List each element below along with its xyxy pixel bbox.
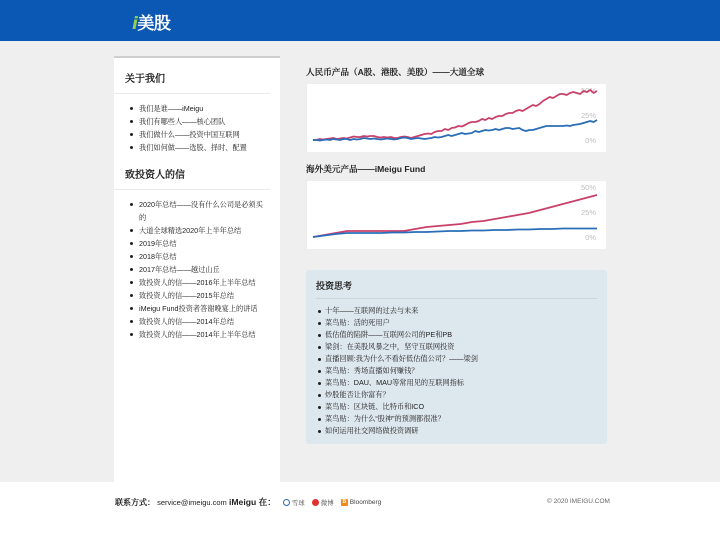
top-header bbox=[0, 0, 720, 41]
bloomberg-label: Bloomberg bbox=[349, 498, 382, 506]
main-content bbox=[306, 56, 608, 250]
xueqiu-icon bbox=[283, 499, 290, 506]
social-links bbox=[229, 496, 381, 508]
letter-link[interactable]: 致投资人的信——2016年上半年总结 bbox=[130, 276, 268, 289]
thoughts-list bbox=[316, 305, 597, 437]
copyright: © 2020 IMEIGU.COM bbox=[547, 498, 610, 505]
contact-info bbox=[115, 497, 227, 508]
about-link[interactable]: 我们做什么——投资中国互联网 bbox=[130, 128, 268, 141]
thought-link[interactable]: 如何运用社交网络做投资调研 bbox=[318, 425, 597, 437]
footer bbox=[0, 482, 720, 540]
bloomberg-link[interactable] bbox=[341, 499, 381, 506]
thought-link[interactable]: 炒股能否让你富有？ bbox=[318, 389, 597, 401]
y-tick-label: 25% bbox=[580, 208, 596, 217]
letter-link[interactable]: 2020年总结——没有什么公司是必须买的 bbox=[130, 198, 268, 224]
y-tick-label: 50% bbox=[580, 183, 596, 192]
logo-text: 美股 bbox=[137, 14, 171, 34]
xueqiu-label: 雪球 bbox=[291, 499, 305, 507]
thought-link[interactable]: 菜鸟贴：区块链、比特币和ICO bbox=[318, 401, 597, 413]
letters-title: 致投资人的信 bbox=[114, 158, 270, 190]
xueqiu-link[interactable] bbox=[283, 498, 305, 507]
about-list bbox=[114, 94, 280, 158]
letters-list bbox=[114, 190, 280, 345]
y-tick-label: 50% bbox=[580, 86, 596, 95]
series-line-1 bbox=[313, 90, 597, 140]
thought-link[interactable]: 低估值的陷阱——互联网公司的PE和PB bbox=[318, 329, 597, 341]
bloomberg-icon: B bbox=[342, 498, 347, 505]
letter-link[interactable]: 致投资人的信——2014年总结 bbox=[130, 315, 268, 328]
usd-chart-svg bbox=[307, 181, 608, 251]
y-tick-label: 0% bbox=[585, 233, 596, 242]
thought-link[interactable]: 梁剑：在美股风暴之中，坚守互联网投资 bbox=[318, 341, 597, 353]
imeigu-logo[interactable] bbox=[132, 9, 170, 34]
letter-link[interactable]: 大道全球精选2020年上半年总结 bbox=[130, 224, 268, 237]
weibo-link[interactable] bbox=[312, 498, 334, 507]
about-title: 关于我们 bbox=[114, 58, 270, 94]
y-tick-label: 25% bbox=[580, 111, 596, 120]
rmb-performance-chart bbox=[306, 83, 607, 153]
letter-link[interactable]: 致投资人的信——2014年上半年总结 bbox=[130, 328, 268, 341]
weibo-icon bbox=[312, 499, 319, 506]
thought-link[interactable]: 菜鸟贴：为什么“股神”的预测都很准？ bbox=[318, 413, 597, 425]
rmb-chart-svg bbox=[307, 84, 608, 154]
about-link[interactable]: 我们有哪些人——核心团队 bbox=[130, 115, 268, 128]
about-link[interactable]: 我们如何做——选股、择时、配置 bbox=[130, 141, 268, 154]
usd-performance-chart bbox=[306, 180, 607, 250]
thought-link[interactable]: 菜鸟贴：DAU、MAU等常用见的互联网指标 bbox=[318, 377, 597, 389]
thought-link[interactable]: 菜鸟贴：秀场直播如何赚钱？ bbox=[318, 365, 597, 377]
thought-link[interactable]: 十年——互联网的过去与未来 bbox=[318, 305, 597, 317]
weibo-label: 微博 bbox=[320, 499, 334, 507]
letter-link[interactable]: iMeigu Fund投资者答谢晚宴上的讲话 bbox=[130, 302, 268, 315]
series-line-2 bbox=[313, 229, 597, 238]
sidebar bbox=[114, 56, 280, 482]
thought-link[interactable]: 直播回顾:我为什么不看好低估值公司？——梁剑 bbox=[318, 353, 597, 365]
thoughts-title: 投资思考 bbox=[316, 279, 597, 299]
logo-i: i bbox=[132, 14, 138, 34]
letter-link[interactable]: 2019年总结 bbox=[130, 237, 268, 250]
social-label: iMeigu 在： bbox=[229, 497, 276, 507]
investment-thoughts-panel bbox=[306, 270, 607, 444]
y-tick-label: 0% bbox=[585, 136, 596, 145]
letter-link[interactable]: 2018年总结 bbox=[130, 250, 268, 263]
contact-email[interactable]: service@imeigu.com bbox=[157, 498, 227, 507]
contact-label: 联系方式： bbox=[115, 498, 155, 507]
rmb-product-title[interactable]: 人民币产品（A股、港股、美股）——大道全球 bbox=[306, 67, 485, 77]
letter-link[interactable]: 致投资人的信——2015年总结 bbox=[130, 289, 268, 302]
letter-link[interactable]: 2017年总结——越过山丘 bbox=[130, 263, 268, 276]
usd-product-title[interactable]: 海外美元产品——iMeigu Fund bbox=[306, 164, 426, 174]
thought-link[interactable]: 菜鸟贴：活的死用户 bbox=[318, 317, 597, 329]
about-link[interactable]: 我们是谁——iMeigu bbox=[130, 102, 268, 115]
